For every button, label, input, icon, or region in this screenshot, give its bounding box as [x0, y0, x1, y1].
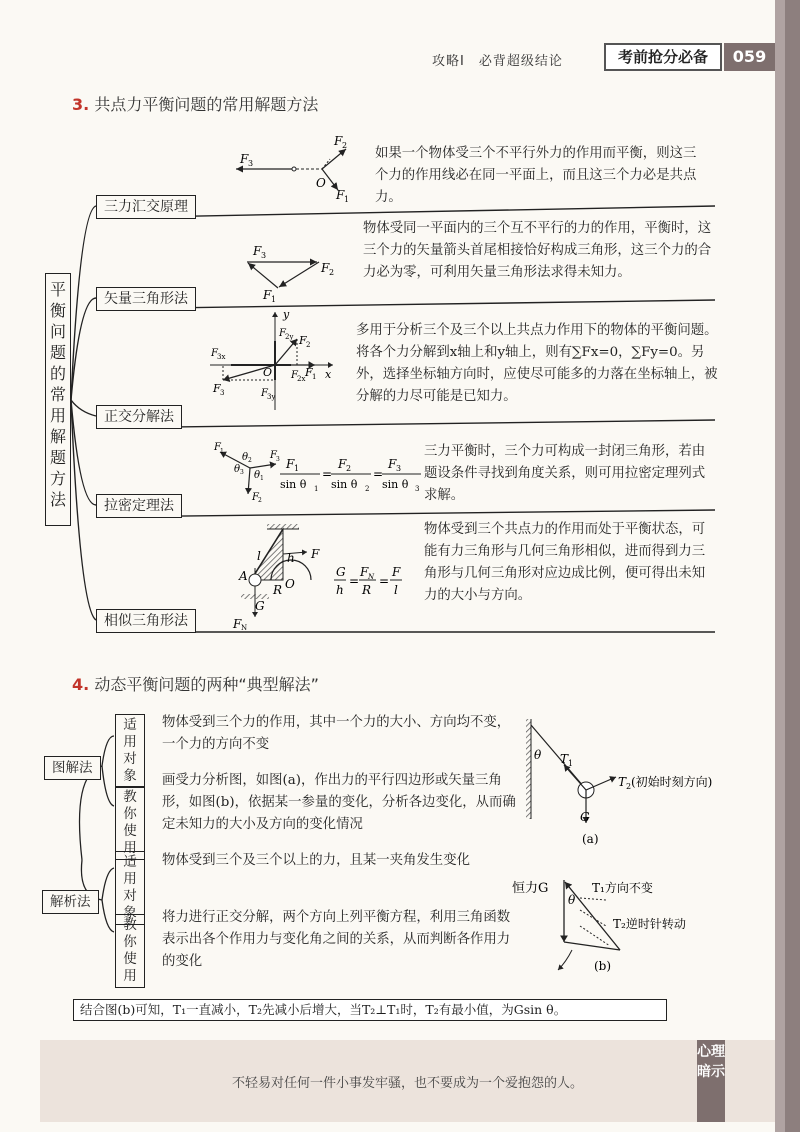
lami-den2-sub: 2: [365, 485, 370, 493]
figure-a-hanging-ball: [520, 715, 775, 850]
method-text-orthogonal: 多用于分析三个及三个以上共点力作用下的物体的平衡问题。将各个力分解到x轴上和y轴上，则有∑Fx=0，∑Fy=0。另外，选择坐标轴方向时，应使尽可能多的力落在坐标轴上，被分解的力尽可能是已知力。: [356, 323, 718, 404]
svg-text:3x: 3x: [217, 353, 226, 361]
analytic-usage-text: 将力进行正交分解，两个方向上列平衡方程，利用三角函数表示出各个作用力与变化角之间的关系，从而判断各作用力的变化: [162, 910, 511, 969]
graphical-usage-label: 教你使用: [115, 786, 145, 860]
svg-text:F: F: [305, 366, 313, 379]
lami-num3: F: [388, 457, 397, 471]
fig-a-t1-sub: 1: [568, 759, 574, 768]
svg-text:2: 2: [306, 341, 311, 349]
section3-title-text: 共点力平衡问题的常用解题方法: [94, 95, 319, 114]
lami-num3-sub: 3: [396, 464, 402, 473]
label-f2: F: [334, 135, 343, 148]
method-label-orthogonal: 正交分解法: [96, 405, 182, 429]
svg-text:O: O: [285, 577, 295, 591]
analytic-scope-label: 适用对象: [115, 851, 145, 925]
figure-similar-triangle: [225, 522, 335, 630]
sim-num-g: G: [336, 565, 346, 579]
fig-b-theta: θ: [568, 893, 576, 907]
fig-a-g: G: [580, 810, 590, 824]
svg-text:3: 3: [220, 389, 225, 397]
label-f2-sub: 2: [342, 141, 348, 150]
svg-text:F: F: [253, 244, 262, 258]
lami-num2-sub: 2: [346, 464, 352, 473]
svg-text:F: F: [211, 348, 218, 359]
svg-text:θ: θ: [254, 470, 261, 481]
lami-den2: sin θ: [331, 478, 358, 491]
lami-den3: sin θ: [382, 478, 409, 491]
fig-b-caption: (b): [594, 959, 612, 973]
svg-text:R: R: [273, 583, 283, 597]
method-text-similar-triangle: 物体受到三个共点力的作用而处于平衡状态，可能有力三角形与几何三角形相似，进而得到力三角形与几何三角形对应边成比例，便可得出未知力的大小与方向。: [424, 522, 706, 603]
formula-lami: [278, 452, 423, 502]
footer-side-label: 心理暗示: [697, 1040, 725, 1122]
method-label-analytic: 解析法: [42, 890, 99, 914]
method-text-lami: 三力平衡时，三个力可构成一封闭三角形，若由题设条件寻找到角度关系，则可用拉密定理列式求解。: [424, 444, 706, 503]
fig-b-const-force: 恒力G: [512, 881, 549, 896]
fig-a-theta: θ: [534, 748, 542, 762]
figure-orthogonal-axes: [205, 308, 345, 413]
header-strategy: 攻略Ⅰ 必背超级结论: [432, 54, 563, 69]
svg-text:l: l: [257, 549, 261, 563]
page-number: 059: [724, 43, 775, 71]
label-f3: F: [240, 152, 249, 166]
section3-number: 3.: [72, 95, 90, 114]
section4-number: 4.: [72, 675, 90, 694]
sim-den-l: l: [394, 583, 398, 597]
lami-num1-sub: 1: [294, 464, 300, 473]
sim-num-fn-sub: N: [368, 573, 375, 581]
svg-text:1: 1: [260, 475, 264, 482]
svg-text:F: F: [311, 547, 320, 561]
sim-num-fn: F: [360, 565, 369, 579]
svg-text:F: F: [213, 382, 221, 395]
label-f1: F: [336, 188, 345, 202]
fig-a-t2: T: [618, 775, 627, 789]
figure-concurrent-forces: [230, 135, 370, 205]
label-f1-sub: 1: [344, 195, 350, 204]
svg-text:2: 2: [329, 268, 335, 277]
svg-text:1: 1: [312, 373, 317, 381]
lami-eq2: =: [373, 467, 384, 481]
lami-eq1: =: [322, 467, 333, 481]
analytic-scope-text: 物体受到三个及三个以上的力，且某一夹角发生变化: [162, 853, 470, 868]
svg-text:2y: 2y: [285, 333, 294, 341]
svg-text:3: 3: [240, 469, 244, 476]
method-label-lami: 拉密定理法: [96, 494, 182, 518]
svg-text:F: F: [299, 334, 307, 347]
section3-vertical-label: 平衡问题的常用解题方法: [45, 273, 71, 526]
svg-text:3y: 3y: [267, 393, 276, 401]
svg-text:F: F: [263, 288, 272, 302]
page-edge-shadow: [785, 0, 800, 1132]
lami-num2: F: [338, 457, 347, 471]
svg-text:G: G: [255, 599, 265, 613]
svg-text:A: A: [239, 569, 248, 583]
fig-a-t2-note: (初始时刻方向): [631, 775, 713, 789]
graphical-usage-text: 画受力分析图，如图(a)，作出力的平行四边形或矢量三角形，如图(b)，依据某一参量的变化，分析各边变化，从而确定未知力的大小及方向的变化情况: [162, 773, 516, 832]
svg-text:F: F: [261, 388, 268, 399]
method-label-vector-triangle: 矢量三角形法: [96, 287, 196, 311]
svg-text:θ: θ: [234, 464, 241, 475]
fig-b-t2-note: T₂逆时针转动: [613, 917, 686, 931]
figure-b-force-triangle: [510, 870, 775, 980]
lami-num1: F: [286, 457, 295, 471]
footer-quote: 不轻易对任何一件小事发牢骚，也不要成为一个爱抱怨的人。: [231, 1076, 583, 1091]
label-f3-sub: 3: [248, 159, 254, 168]
svg-text:x: x: [325, 368, 332, 381]
method-label-graphical: 图解法: [44, 756, 101, 780]
analytic-usage-label: 教你使用: [115, 914, 145, 988]
svg-text:3: 3: [261, 251, 267, 260]
lami-den3-sub: 3: [415, 485, 420, 493]
svg-text:F: F: [252, 492, 259, 502]
fig-a-t2-sub: 2: [626, 782, 632, 791]
svg-text:F: F: [233, 617, 242, 630]
figure-lami-forces: [212, 440, 282, 502]
svg-text:F: F: [270, 450, 277, 461]
fig-b-t1-note: T₁方向不变: [592, 881, 653, 895]
method-label-concurrent: 三力汇交原理: [96, 195, 196, 219]
formula-similar-triangle: [332, 562, 410, 604]
svg-text:F: F: [279, 328, 286, 339]
svg-text:3: 3: [276, 456, 280, 463]
svg-text:1: 1: [220, 448, 224, 455]
svg-text:O: O: [263, 366, 273, 379]
svg-text:F: F: [291, 370, 298, 381]
method-text-concurrent: 如果一个物体受三个不平行外力的作用而平衡，则这三个力的作用线必在同一平面上，而且这三个力必是共点力。: [375, 146, 697, 205]
fig-a-t1: T: [560, 752, 569, 766]
lami-den1-sub: 1: [314, 485, 319, 493]
sim-num-f: F: [392, 565, 401, 579]
header-tag: 考前抢分必备: [604, 43, 722, 71]
svg-text:2: 2: [258, 497, 262, 502]
svg-text:F: F: [321, 261, 330, 275]
lami-den1: sin θ: [280, 478, 307, 491]
label-o: O: [316, 176, 326, 190]
section4-title-text: 动态平衡问题的两种“典型解法”: [94, 675, 319, 694]
fig-a-caption: (a): [582, 832, 599, 846]
sim-eq1: =: [349, 574, 360, 588]
svg-text:2x: 2x: [297, 375, 306, 383]
sim-den-r: R: [362, 583, 372, 597]
svg-text:θ: θ: [242, 452, 249, 463]
svg-text:y: y: [283, 308, 290, 321]
conclusion-box: 结合图(b)可知，T₁一直减小，T₂先减小后增大，当T₂⊥T₁时，T₂有最小值，为Gsin θ。: [73, 999, 667, 1021]
figure-vector-triangle: [235, 235, 360, 305]
svg-text:1: 1: [271, 295, 277, 304]
method-text-vector-triangle: 物体受同一平面内的三个互不平行的力的作用，平衡时，这三个力的矢量箭头首尾相接恰好构成三角形，这三个力的合力必为零，可利用矢量三角形法求得未知力。: [363, 221, 712, 280]
svg-text:h: h: [287, 551, 295, 565]
svg-text:N: N: [241, 624, 248, 630]
graphical-scope-label: 适用对象: [115, 714, 145, 788]
svg-text:F: F: [214, 442, 221, 453]
section4-title: [72, 672, 319, 695]
sim-den-h: h: [336, 583, 344, 597]
svg-text:2: 2: [248, 457, 252, 464]
method-label-similar-triangle: 相似三角形法: [96, 609, 196, 633]
sim-eq2: =: [379, 574, 390, 588]
graphical-scope-text: 物体受到三个力的作用，其中一个力的大小、方向均不变，一个力的方向不变: [162, 715, 511, 752]
